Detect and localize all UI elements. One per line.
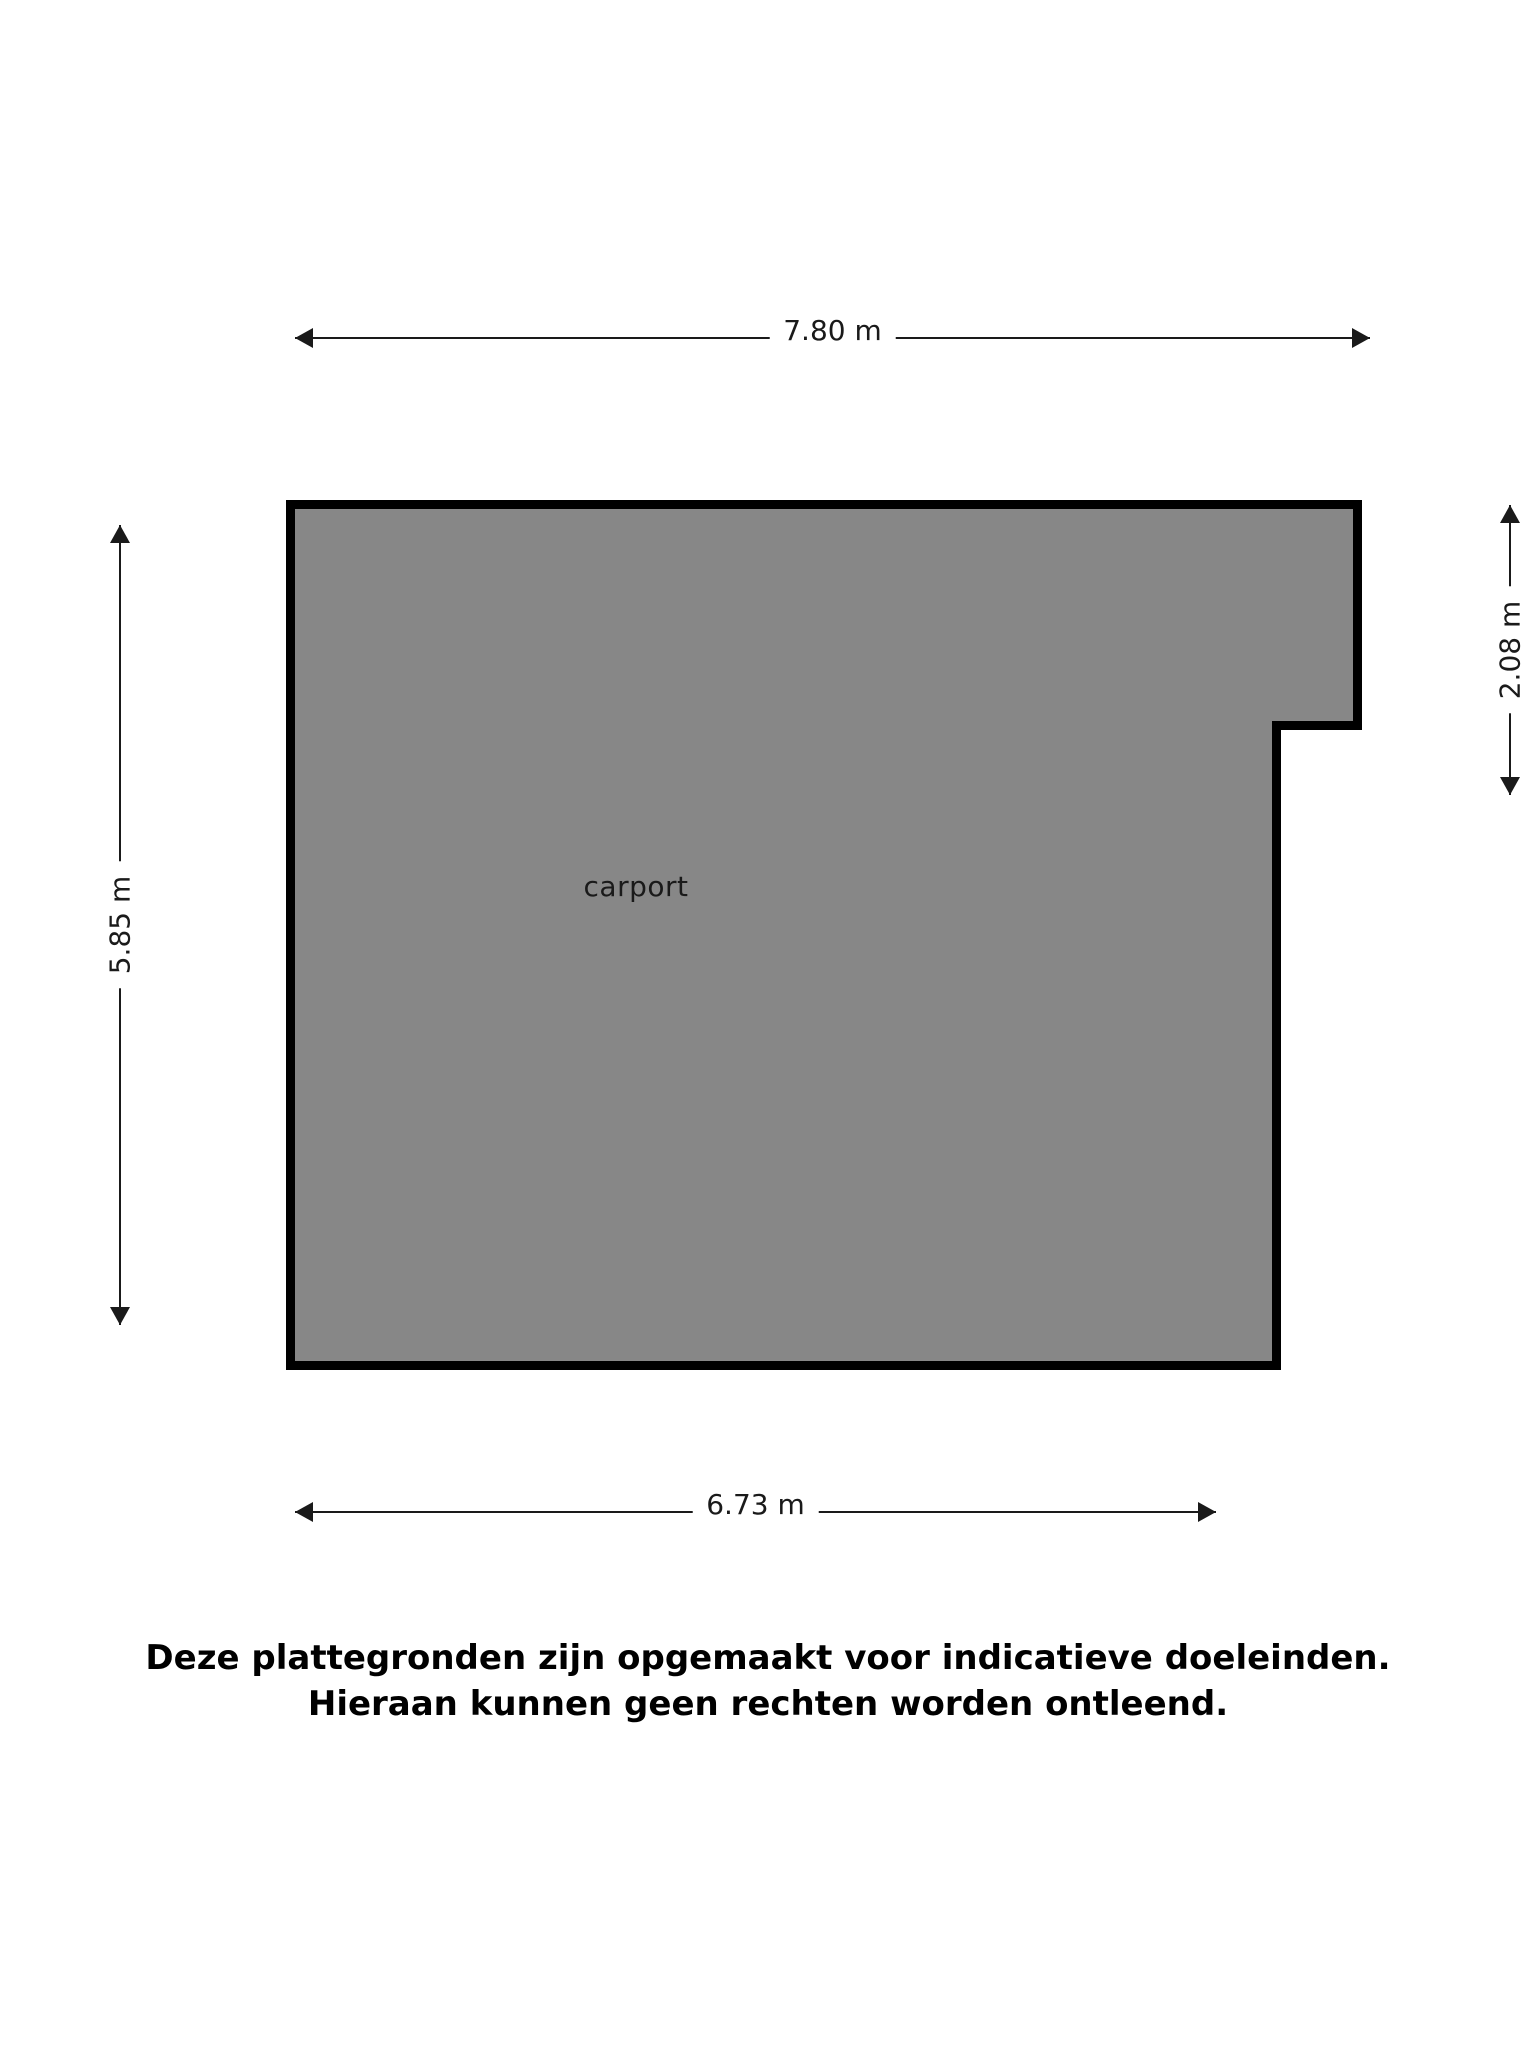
room-fill	[286, 500, 1362, 1370]
dimension-right-label: 2.08 m	[1494, 587, 1527, 714]
wall-top	[286, 500, 1362, 509]
arrow-down-icon	[110, 1307, 130, 1325]
wall-notch-horizontal	[1272, 721, 1362, 730]
arrow-up-icon	[1500, 505, 1520, 523]
room-label: carport	[583, 870, 689, 903]
disclaimer-line-2: Hieraan kunnen geen rechten worden ontleend.	[307, 1683, 1229, 1724]
disclaimer-line-1: Deze plattegronden zijn opgemaakt voor indicatieve doeleinden.	[145, 1638, 1391, 1678]
dimension-bottom-label: 6.73 m	[692, 1488, 819, 1521]
carport-room-shape	[286, 500, 1362, 1370]
dimension-top	[295, 314, 1370, 358]
dimension-bottom	[295, 1488, 1216, 1532]
wall-bottom	[286, 1361, 1281, 1370]
arrow-up-icon	[110, 525, 130, 543]
disclaimer	[0, 1636, 1536, 1728]
dimension-left	[100, 525, 140, 1325]
wall-left	[286, 500, 295, 1370]
dimension-left-label: 5.85 m	[104, 862, 137, 989]
arrow-right-icon	[1352, 328, 1370, 348]
arrow-down-icon	[1500, 777, 1520, 795]
dimension-right	[1490, 505, 1530, 795]
arrow-left-icon	[295, 328, 313, 348]
wall-right-upper	[1353, 500, 1362, 730]
wall-notch-vertical	[1272, 721, 1281, 1370]
arrow-right-icon	[1198, 1502, 1216, 1522]
dimension-top-label: 7.80 m	[769, 314, 896, 347]
arrow-left-icon	[295, 1502, 313, 1522]
